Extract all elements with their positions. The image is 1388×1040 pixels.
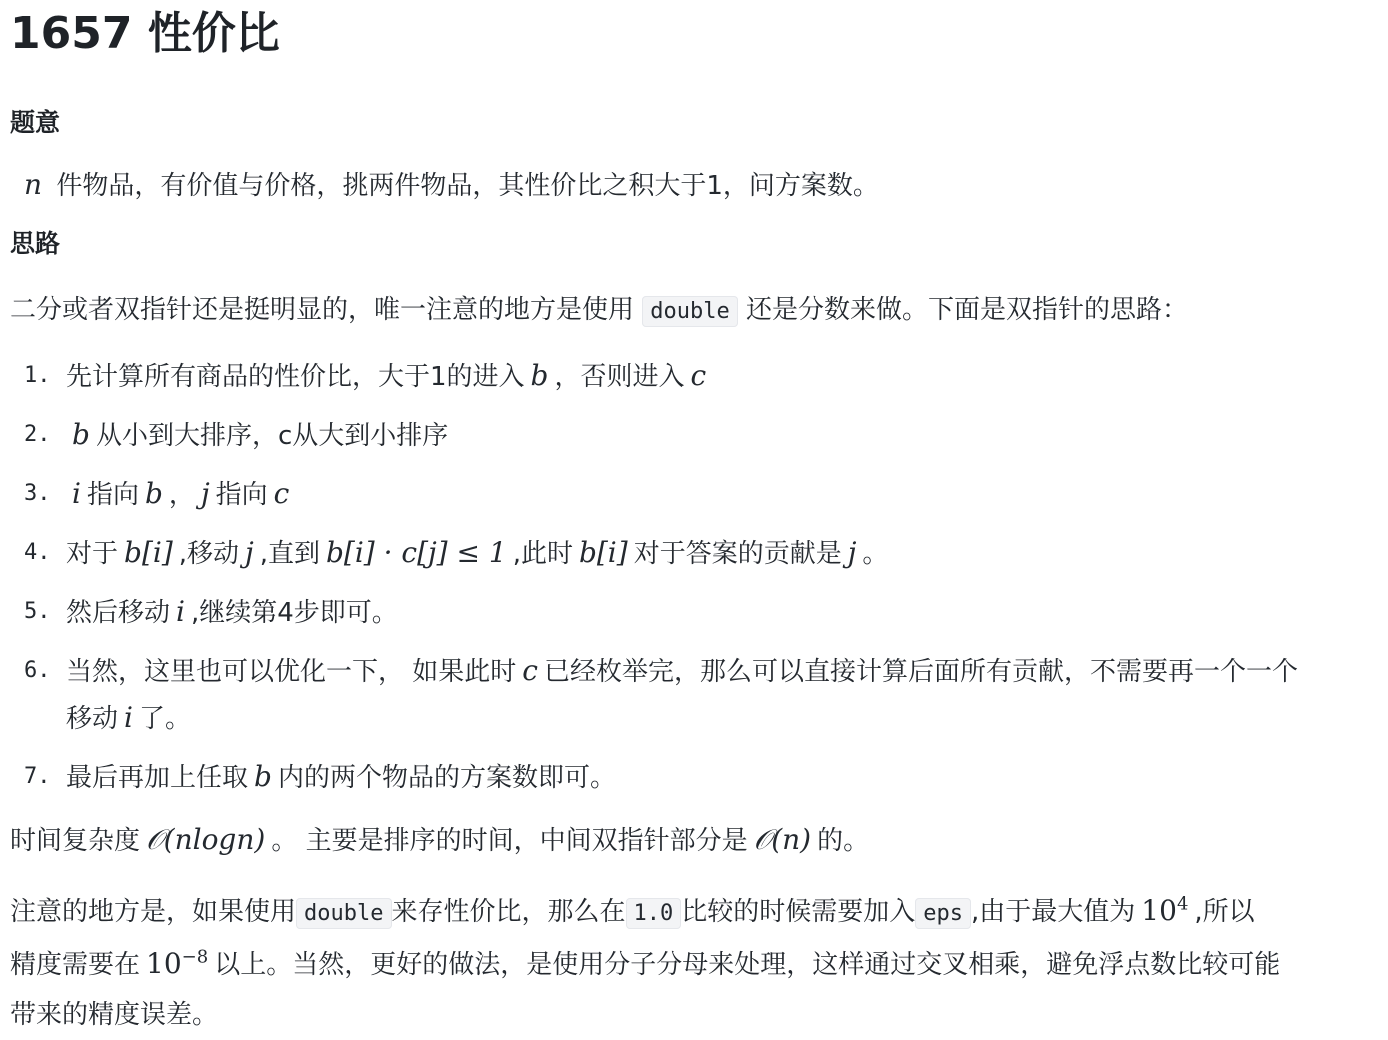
problem-heading: 题意 <box>10 108 61 137</box>
note-paragraph: 注意的地方是，如果使用 double 来存性价比，那么在 1.0 比较的时候需要加入 eps ,由于最大值为 $10^4$ ,所以 精度需要在 $10^{-8}$ 以上。当然，更好的做法，是使用分子分母来处理，这样通过交叉相乘，避免浮点数比较可能 带来的精度误差。 <box>10 893 1281 1030</box>
list-item: 3. i 指向 b ， j 指向 c <box>24 477 290 510</box>
list-item: 6. 当然，这里也可以优化一下， 如果此时 c 已经枚举完，那么可以直接计算后面所有贡献，不需要再一个一个 移动 i 了。 <box>24 654 1298 734</box>
inline-code: double <box>642 296 737 327</box>
list-item: 1. 先计算所有商品的性价比，大于1的进入 b ，否则进入 c <box>24 359 707 392</box>
list-item: 5. 然后移动 i ,继续第4步即可。 <box>24 595 398 628</box>
idea-intro: 二分或者双指针还是挺明显的，唯一注意的地方是使用 double 还是分数来做。下面是双指针的思路： <box>10 295 1189 325</box>
list-item: 7. 最后再加上任取 b 内的两个物品的方案数即可。 <box>24 760 616 793</box>
list-item: 2. b 从小到大排序，c从大到小排序 <box>24 418 449 451</box>
idea-heading: 思路 <box>10 229 61 258</box>
page-title: 1657 性价比 <box>10 8 280 59</box>
complexity-paragraph: 时间复杂度 𝒪(nlogn) 。 主要是排序的时间，中间双指针部分是 𝒪(n) 的。 <box>10 823 870 856</box>
list-item: 4. 对于 b[i] ,移动 j ,直到 b[i] · c[j] ≤ 1 ,此时 b[i] 对于答案的贡献是 j 。 <box>24 536 889 569</box>
steps-list <box>10 353 1378 801</box>
problem-text: n 件物品，有价值与价格，挑两件物品，其性价比之积大于1，问方案数。 <box>10 166 1378 205</box>
math-n: n <box>24 168 43 201</box>
